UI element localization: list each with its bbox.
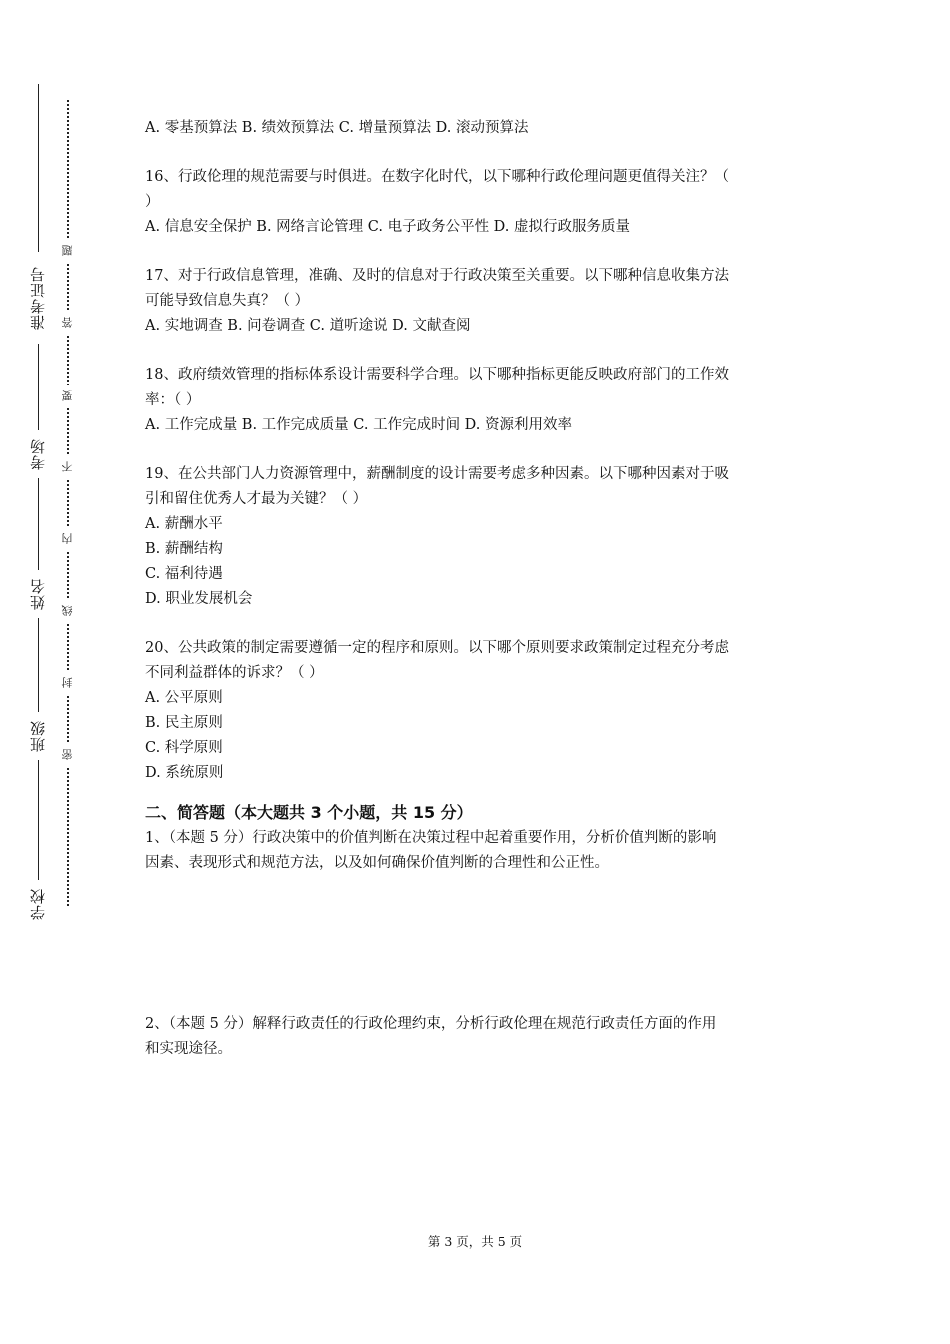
option-a: A. 薪酬水平 [145, 516, 223, 532]
option-d: D. 系统原则 [145, 765, 224, 781]
short-answer-1 [145, 826, 817, 876]
option-b: B. 民主原则 [145, 715, 223, 731]
question-options: A. 信息安全保护 B. 网络言论管理 C. 电子政务公平性 D. 虚拟行政服务质量 [145, 219, 631, 235]
seal-word: 答 [58, 312, 78, 334]
question-stem: 引和留住优秀人才最为关键？（ ） [145, 491, 368, 507]
question-options: A. 实地调查 B. 问卷调查 C. 道听途说 D. 文献查阅 [145, 318, 471, 334]
page-content [145, 116, 817, 1062]
question-stem: 16、行政伦理的规范需要与时俱进。在数字化时代，以下哪种行政伦理问题更值得关注？（ [145, 169, 729, 185]
seal-word: 封 [58, 672, 78, 694]
short-answer-text: 2、（本题 5 分）解释行政责任的行政伦理约束，分析行政伦理在规范行政责任方面的作用 [145, 1016, 717, 1032]
name-label: 姓名 [18, 570, 58, 618]
seal-word: 线 [58, 600, 78, 622]
question-stem: 不同利益群体的诉求？（ ） [145, 665, 324, 681]
question-stem: 19、在公共部门人力资源管理中，薪酬制度的设计需要考虑多种因素。以下哪种因素对于吸 [145, 466, 729, 482]
short-answer-text: 1、（本题 5 分）行政决策中的价值判断在决策过程中起着重要作用，分析价值判断的影响 [145, 830, 717, 846]
question-17 [145, 264, 817, 339]
option-b: B. 薪酬结构 [145, 541, 223, 557]
short-answer-text: 因素、表现形式和规范方法，以及如何确保价值判断的合理性和公正性。 [145, 855, 609, 871]
question-stem: 20、公共政策的制定需要遵循一定的程序和原则。以下哪个原则要求政策制定过程充分考虑 [145, 640, 729, 656]
option-c: C. 福利待遇 [145, 566, 223, 582]
short-answer-2 [145, 1012, 817, 1062]
seal-dotted-line [67, 100, 69, 906]
binding-solid-line [38, 84, 39, 920]
question-stem: ） [145, 194, 160, 210]
question-18 [145, 363, 817, 438]
seal-word: 题 [58, 240, 78, 262]
question-stem: 率：（ ） [145, 392, 201, 408]
question-16 [145, 165, 817, 240]
question-stem: 可能导致信息失真？（ ） [145, 293, 310, 309]
binding-strip [0, 0, 90, 1344]
seal-word: 密 [58, 744, 78, 766]
seal-word: 不 [58, 456, 78, 478]
question-19 [145, 462, 817, 612]
page-footer: 第 3 页，共 5 页 [427, 1234, 523, 1249]
question-stem: 18、政府绩效管理的指标体系设计需要科学合理。以下哪种指标更能反映政府部门的工作效 [145, 367, 729, 383]
question-stem: 17、对于行政信息管理，准确、及时的信息对于行政决策至关重要。以下哪种信息收集方法 [145, 268, 729, 284]
class-label: 班级 [18, 712, 58, 760]
seal-word: 内 [58, 528, 78, 550]
option-a: A. 公平原则 [145, 690, 223, 706]
section-title: 二、简答题（本大题共 3 个小题，共 15 分） [145, 803, 473, 822]
exam-id-label: 准考证号 [18, 252, 58, 344]
exam-room-label: 考场 [18, 430, 58, 478]
q15-options: A. 零基预算法 B. 绩效预算法 C. 增量预算法 D. 滚动预算法 [145, 120, 529, 136]
seal-word: 要 [58, 385, 78, 407]
option-c: C. 科学原则 [145, 740, 223, 756]
question-20 [145, 636, 817, 786]
answer-space [145, 876, 817, 1012]
option-d: D. 职业发展机会 [145, 591, 253, 607]
school-label: 学校 [18, 880, 58, 928]
short-answer-text: 和实现途径。 [145, 1041, 232, 1057]
question-options: A. 工作完成量 B. 工作完成质量 C. 工作完成时间 D. 资源利用效率 [145, 417, 573, 433]
